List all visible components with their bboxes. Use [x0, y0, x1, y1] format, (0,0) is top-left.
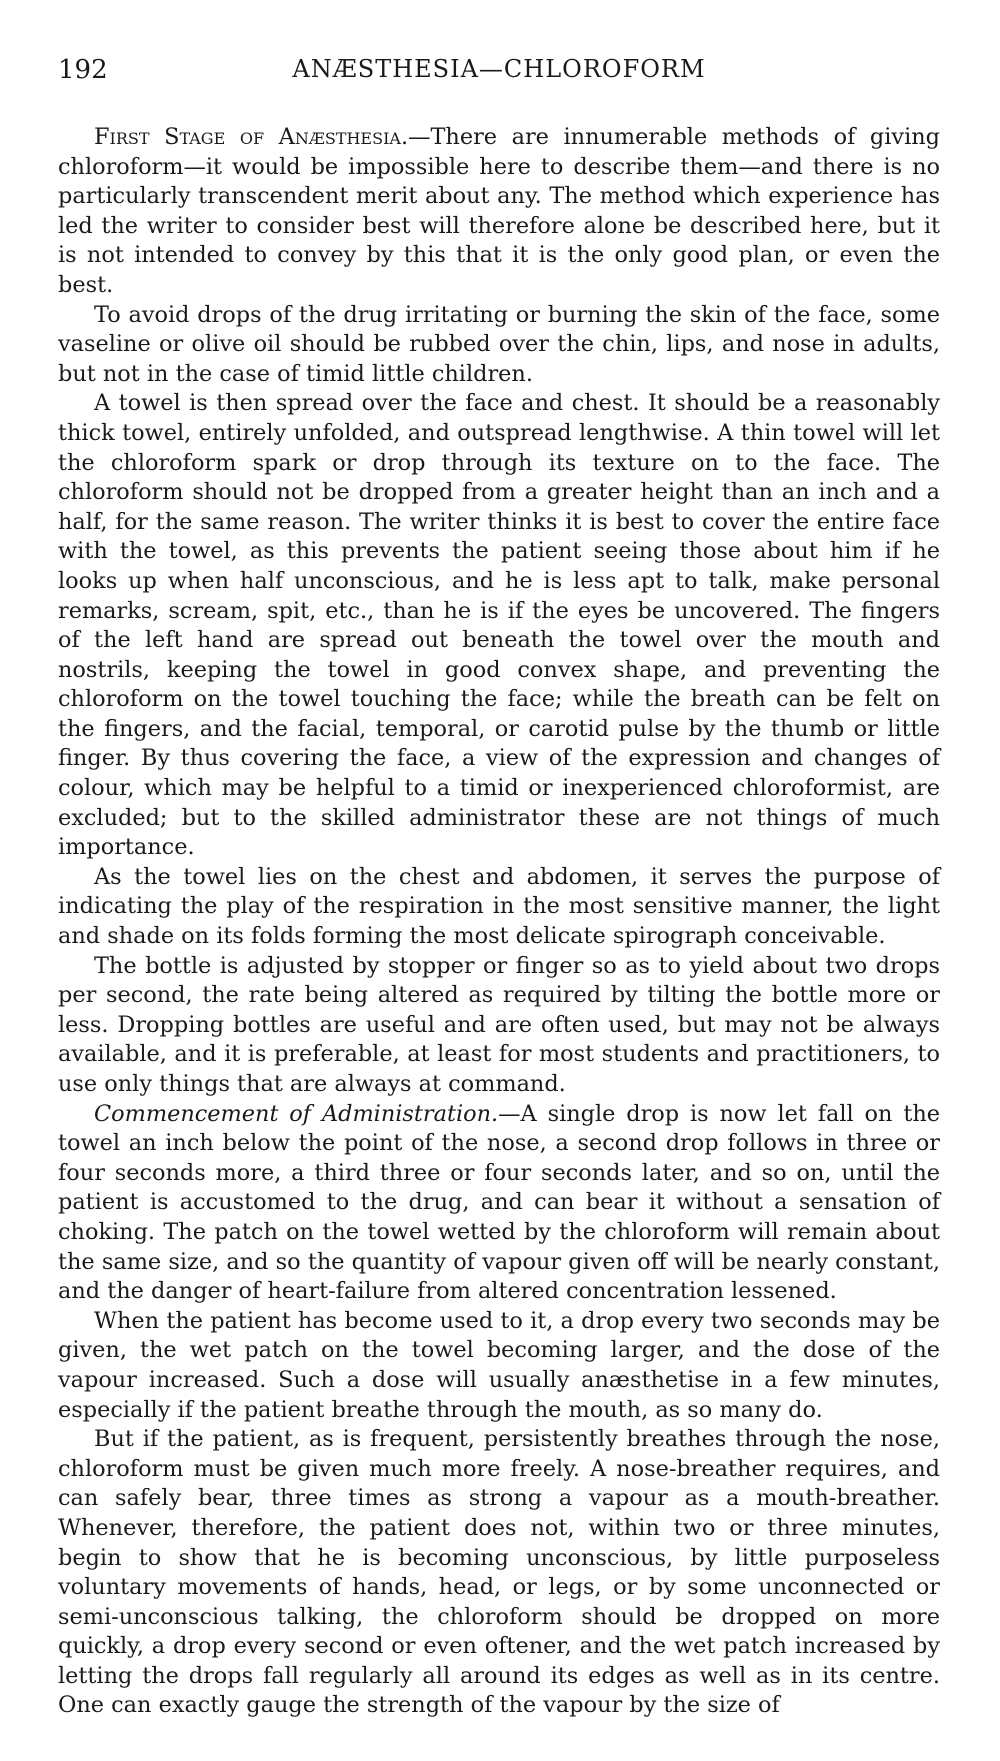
- paragraph-respiration: [58, 863, 940, 952]
- paragraph-text: But if the patient, as is frequent, persistently breathes through the nose, chloroform must be given much more freely. A nose-breather requires, and can safely bear, three times as strong a vapour as a mouth-breather. Whenever, therefore, the patient does not, within two or three minutes, begin to show that he is becoming unconscious, by little purposeless voluntary movements of hands, head, or legs, or by some unconnected or semi-unconscious talking, the chloroform should be dropped on more quickly, a drop every second or even oftener, and the wet patch increased by letting the drops fall regularly all around its edges as well as in its centre. One can exactly gauge the strength of the vapour by the size of: [58, 1426, 940, 1719]
- paragraph-text: The bottle is adjusted by stopper or finger so as to yield about two drops per second, the rate being altered as required by tilting the bottle more or less. Dropping bottles are useful and are often used, but may not be always available, and it is preferable, at least for most students and practitioners, to use only things that are always at command.: [58, 952, 940, 1097]
- page-number: 192: [58, 55, 108, 85]
- section-heading-commencement: Commencement of Administration.: [94, 1100, 499, 1127]
- paragraph-text: When the patient has become used to it, a drop every two seconds may be given, the wet patch on the towel becoming larger, and the dose of the vapour increased. Such a dose will usually anæsthetise in a few minutes, especially if the patient breathe through the mouth, as so many do.: [58, 1307, 940, 1423]
- paragraph-text: To avoid drops of the drug irritating or burning the skin of the face, some vaseline or olive oil should be rubbed over the chin, lips, and nose in adults, but not in the case of timid little children.: [58, 301, 940, 387]
- paragraph-text: —A single drop is now let fall on the towel an inch below the point of the nose, a second drop follows in three or four seconds more, a third three or four seconds later, and so on, until the patient is accustomed to the drug, and can bear it without a sensation of choking. The patch on the towel wetted by the chloroform will remain about the same size, and so the quantity of vapour given off will be nearly constant, and the danger of heart-failure from altered concentration lessened.: [58, 1100, 941, 1305]
- paragraph-text: A towel is then spread over the face and chest. It should be a reasonably thick towel, entirely unfolded, and outspread lengthwise. A thin towel will let the chloroform spark or drop through its texture on to the face. The chloroform should not be dropped from a greater height than an inch and a half, for the same reason. The writer thinks it is best to cover the entire face with the towel, as this prevents the patient seeing those about him if he looks up when half unconscious, and he is less apt to talk, make personal remarks, scream, spit, etc., than he is if the eyes be uncovered. The fingers of the left hand are spread out beneath the towel over the mouth and nostrils, keeping the towel in good convex shape, and preventing the chloroform on the towel touching the face; while the breath can be felt on the fingers, and the facial, temporal, or carotid pulse by the thumb or little finger. By thus covering the face, a view of the expression and changes of colour, which may be helpful to a timid or inexperienced chloroformist, are excluded; but to the skilled administrator these are not things of much importance.: [58, 390, 940, 861]
- paragraph-text: As the towel lies on the chest and abdomen, it serves the purpose of indicating the play of the respiration in the most sensitive manner, the light and shade on its folds forming the most delicate spirograph conceivable.: [58, 863, 940, 950]
- paragraph-used-to-it: [58, 1307, 940, 1425]
- paragraph-nose-breather: [58, 1425, 940, 1721]
- running-title: ANÆSTHESIA—CHLOROFORM: [292, 55, 706, 83]
- paragraph-commencement: [58, 1100, 940, 1307]
- body-text: [58, 123, 940, 1721]
- paragraph-bottle: [58, 952, 940, 1100]
- paragraph-towel: [58, 389, 940, 863]
- section-heading-first-stage: First Stage of Anæsthesia.: [94, 124, 409, 150]
- paragraph-first-stage: [58, 123, 940, 301]
- running-head: [58, 55, 940, 95]
- paragraph-text: —There are innumerable methods of giving chloroform—it would be impossible here to describe them—and there is no particularly transcendent merit about any. The method which experience has led the writer to consider best will therefore alone be described here, but it is not intended to convey by this that it is the only good plan, or even the best.: [58, 124, 940, 298]
- paragraph-vaseline: [58, 301, 940, 390]
